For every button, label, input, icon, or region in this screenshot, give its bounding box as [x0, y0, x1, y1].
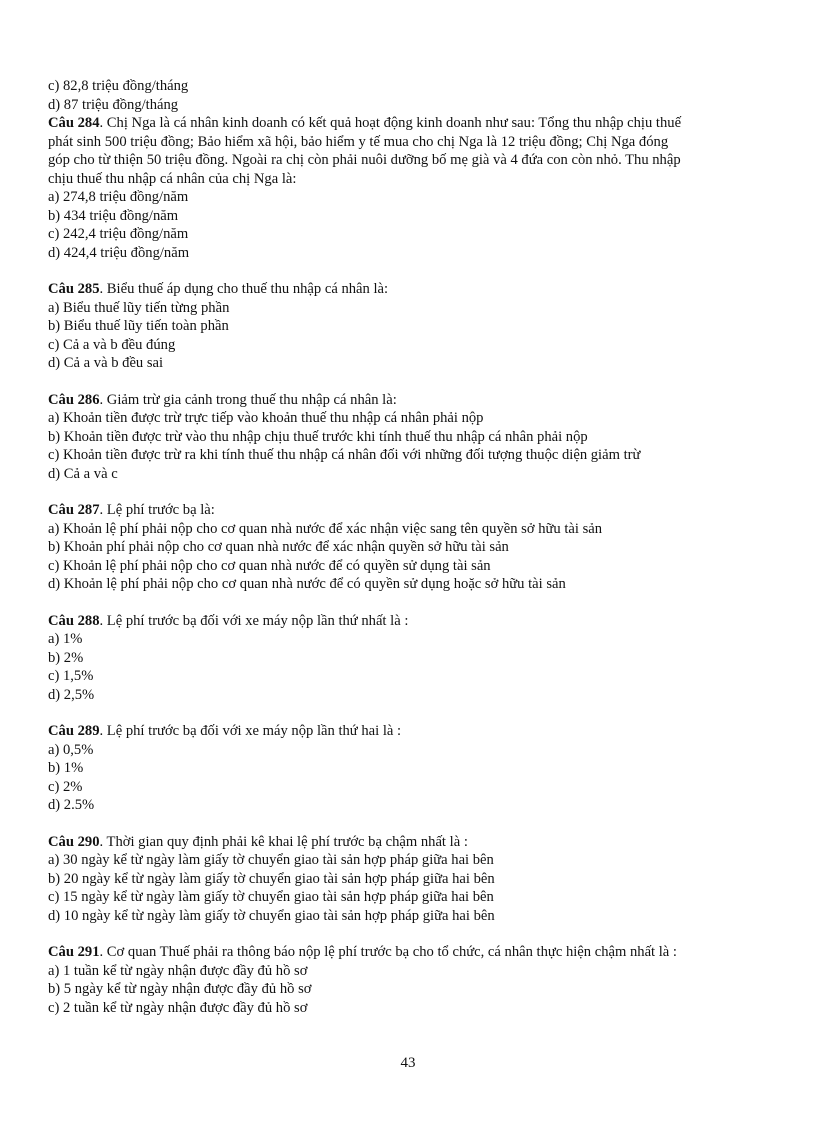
question-stem-line	[48, 722, 778, 741]
answer-option: a) 30 ngày kể từ ngày làm giấy tờ chuyển giao tài sản hợp pháp giữa hai bên	[48, 852, 494, 868]
answer-option: a) Khoản tiền được trừ trực tiếp vào khoản thuế thu nhập cá nhân phải nộp	[48, 410, 484, 426]
answer-option: d) Cả a và b đều sai	[48, 355, 164, 371]
answer-option: b) Khoản tiền được trừ vào thu nhập chịu thuế trước khi tính thuế thu nhập cá nhân phải nộp	[48, 428, 588, 445]
question-stem-text: góp cho từ thiện 50 triệu đồng. Ngoài ra chị còn phải nuôi dưỡng bố mẹ già và 4 đứa con còn nhỏ. Thu nhập	[48, 152, 681, 168]
question-label: Câu 286	[48, 391, 100, 408]
question-block	[48, 391, 778, 484]
question-label: Câu 285	[48, 281, 100, 297]
question-stem-line	[48, 501, 778, 520]
question-stem-line	[48, 280, 778, 299]
answer-option: a) 1%	[48, 631, 83, 647]
answer-option: b) 20 ngày kể từ ngày làm giấy tờ chuyển giao tài sản hợp pháp giữa hai bên	[48, 870, 495, 887]
answer-option: a) Biểu thuế lũy tiến từng phần	[48, 299, 230, 316]
answer-option: c) 2%	[48, 778, 83, 795]
answer-option: c) Khoản tiền được trừ ra khi tính thuế thu nhập cá nhân đối với những đối tượng thuộc diện giảm trừ	[48, 447, 641, 463]
question-stem-line	[48, 151, 778, 170]
question-stem-text: . Lệ phí trước bạ đối với xe máy nộp lần thứ hai là :	[99, 723, 402, 739]
question-stem-text: . Lệ phí trước bạ là:	[99, 502, 215, 518]
question-stem-text: . Cơ quan Thuế phải ra thông báo nộp lệ phí trước bạ cho tổ chức, cá nhân thực hiện chậm nhất là :	[99, 944, 677, 960]
question-stem-text: phát sinh 500 triệu đồng; Bảo hiểm xã hội, bảo hiểm y tế mua cho chị Nga là 12 triệu đồng; Chị Nga đóng	[48, 133, 669, 150]
question-label: Câu 287	[48, 502, 100, 518]
answer-option: d) Cả a và c	[48, 465, 118, 482]
question-label: Câu 284	[48, 115, 100, 131]
question-label: Câu 290	[48, 833, 100, 850]
answer-option: b) 1%	[48, 760, 84, 776]
question-stem-text: . Biểu thuế áp dụng cho thuế thu nhập cá nhân là:	[99, 281, 389, 297]
question-stem-line	[48, 833, 778, 852]
answer-option: a) Khoản lệ phí phải nộp cho cơ quan nhà nước để xác nhận việc sang tên quyền sở hữu tài sản	[48, 520, 603, 537]
answer-option: c) Cả a và b đều đúng	[48, 336, 176, 353]
question-label: Câu 288	[48, 612, 100, 629]
option: c) 82,8 triệu đồng/tháng	[48, 78, 189, 94]
question-block	[48, 280, 778, 373]
answer-option: d) 10 ngày kể từ ngày làm giấy tờ chuyển giao tài sản hợp pháp giữa hai bên	[48, 907, 495, 924]
question-stem-text: . Chị Nga là cá nhân kinh doanh có kết quả hoạt động kinh doanh như sau: Tổng thu nhập chịu thuế	[99, 115, 682, 131]
question-label: Câu 289	[48, 723, 100, 739]
question-label: Câu 291	[48, 944, 100, 960]
answer-option: c) 242,4 triệu đồng/năm	[48, 226, 189, 242]
question-stem-line	[48, 114, 778, 133]
intro-options	[48, 77, 778, 114]
question-stem-line	[48, 170, 778, 189]
question-block	[48, 943, 778, 1017]
question-block	[48, 114, 778, 262]
answer-option: b) Biểu thuế lũy tiến toàn phần	[48, 318, 229, 334]
question-list	[48, 114, 778, 1017]
answer-option: b) Khoản phí phải nộp cho cơ quan nhà nước để xác nhận quyền sở hữu tài sản	[48, 539, 509, 555]
question-block	[48, 722, 778, 815]
document-body	[48, 77, 778, 1017]
answer-option: d) 2,5%	[48, 686, 95, 703]
answer-option: a) 0,5%	[48, 741, 94, 758]
question-stem-text: . Lệ phí trước bạ đối với xe máy nộp lần thứ nhất là :	[99, 612, 409, 629]
answer-option: d) 2.5%	[48, 797, 95, 813]
answer-option: b) 2%	[48, 649, 84, 666]
answer-option: c) 1,5%	[48, 668, 94, 684]
question-stem-text: . Thời gian quy định phải kê khai lệ phí trước bạ chậm nhất là :	[99, 833, 468, 850]
answer-option: c) 15 ngày kể từ ngày làm giấy tờ chuyển giao tài sản hợp pháp giữa hai bên	[48, 889, 494, 905]
answer-option: d) 424,4 triệu đồng/năm	[48, 244, 190, 261]
question-stem-line	[48, 391, 778, 410]
question-stem-line	[48, 133, 778, 152]
answer-option: c) 2 tuần kể từ ngày nhận được đầy đủ hồ sơ	[48, 999, 308, 1016]
answer-option: a) 1 tuần kể từ ngày nhận được đầy đủ hồ sơ	[48, 962, 308, 979]
question-block	[48, 833, 778, 926]
question-stem-line	[48, 612, 778, 631]
option: d) 87 triệu đồng/tháng	[48, 96, 179, 113]
page-number: 43	[400, 1055, 416, 1071]
question-stem-line	[48, 943, 778, 962]
question-stem-text: chịu thuế thu nhập cá nhân của chị Nga là:	[48, 170, 297, 187]
answer-option: b) 5 ngày kể từ ngày nhận được đầy đủ hồ sơ	[48, 981, 312, 997]
question-block	[48, 501, 778, 594]
answer-option: d) Khoản lệ phí phải nộp cho cơ quan nhà nước để có quyền sử dụng hoặc sở hữu tài sản	[48, 576, 566, 592]
answer-option: b) 434 triệu đồng/năm	[48, 207, 179, 224]
answer-option: a) 274,8 triệu đồng/năm	[48, 189, 189, 205]
answer-option: c) Khoản lệ phí phải nộp cho cơ quan nhà nước để có quyền sử dụng tài sản	[48, 557, 491, 574]
question-block	[48, 612, 778, 705]
question-stem-text: . Giảm trừ gia cảnh trong thuế thu nhập cá nhân là:	[99, 391, 397, 408]
